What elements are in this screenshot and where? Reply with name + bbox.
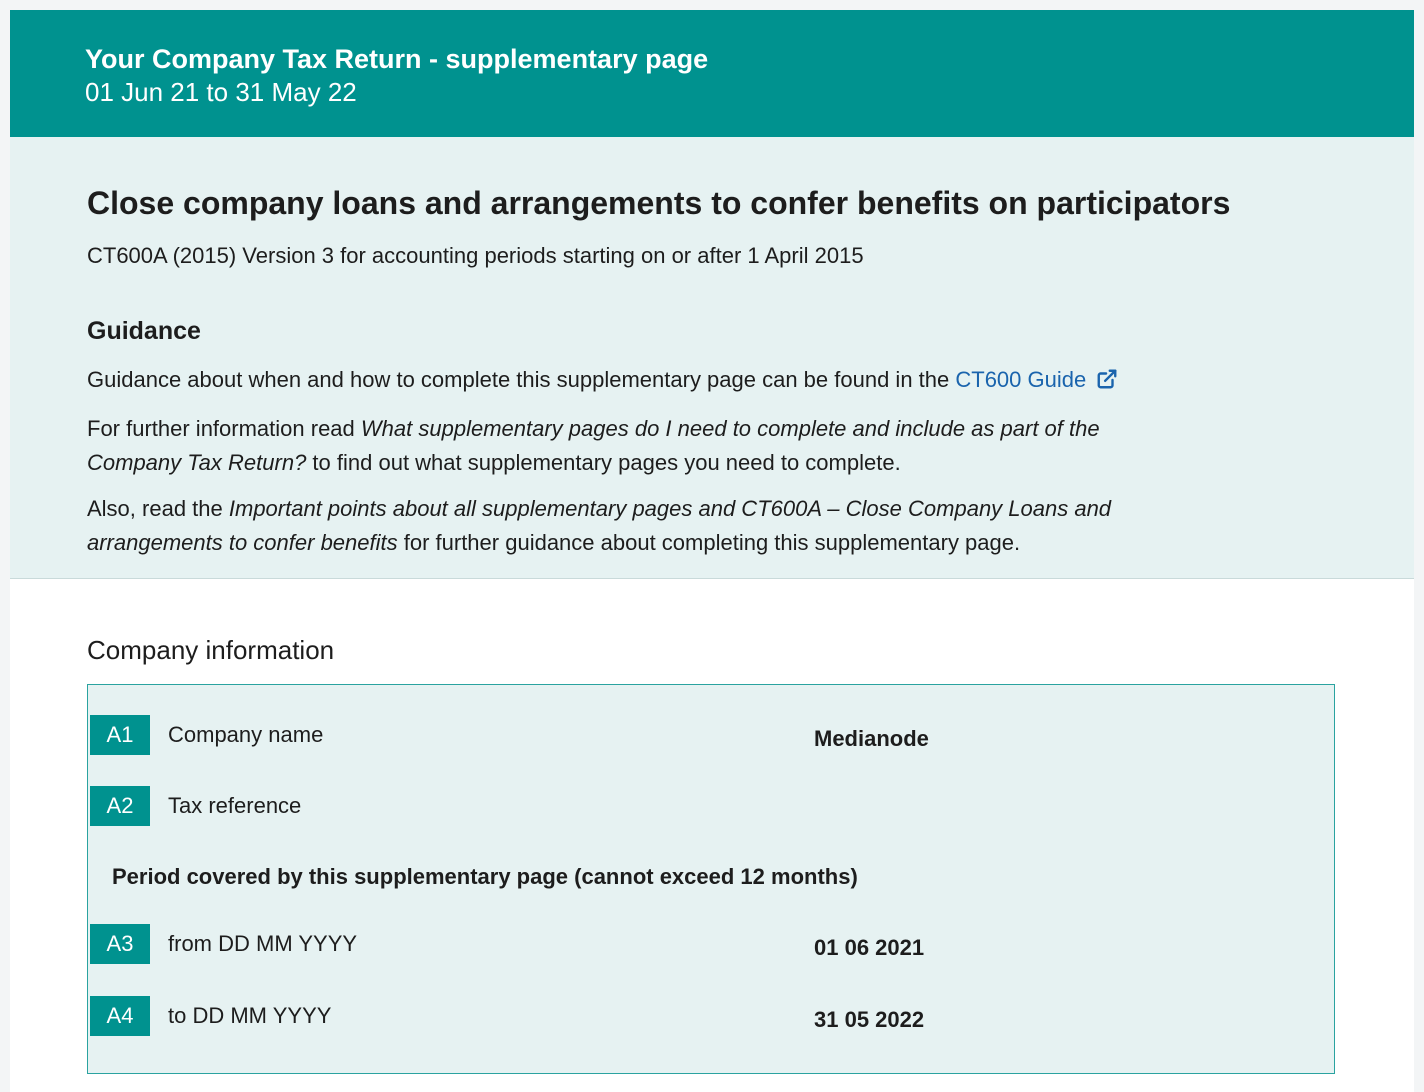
field-label: from DD MM YYYY [168, 931, 358, 956]
guidance-paragraph-1: Guidance about when and how to complete this supplementary page can be found in the CT600 Guide [87, 363, 1197, 400]
field-label: Tax reference [168, 793, 302, 818]
header-period: 01 Jun 21 to 31 May 22 [85, 77, 357, 107]
guidance-heading: Guidance [87, 317, 201, 345]
page-title: Close company loans and arrangements to confer benefits on participators [87, 185, 1231, 221]
row-a2 [88, 786, 1334, 826]
period-to-value: 31 05 2022 [814, 1007, 925, 1032]
box-code: A1 [90, 715, 150, 755]
page [10, 10, 1414, 1092]
period-from-value: 01 06 2021 [814, 935, 925, 960]
period-heading: Period covered by this supplementary page (cannot exceed 12 months) [112, 864, 858, 889]
company-information-panel [87, 684, 1335, 1074]
box-code: A3 [90, 924, 150, 964]
row-a1 [88, 715, 1334, 755]
company-information-label: Company information [87, 635, 335, 665]
box-code: A2 [90, 786, 150, 826]
company-name-value: Medianode [814, 726, 929, 751]
row-a3 [88, 924, 1334, 964]
page-header [10, 10, 1414, 137]
row-a4 [88, 996, 1334, 1036]
guidance-paragraph-3: Also, read the Important points about all supplementary pages and CT600A – Close Company Loans and arrangements to confer benefits for further guidance about completing this supplementary page. [87, 496, 1112, 555]
intro-section [10, 137, 1414, 579]
box-code: A4 [90, 996, 150, 1036]
guidance-paragraph-2: For further information read What supplementary pages do I need to complete and include as part of the Company Tax Return? to find out what supplementary pages you need to complete. [87, 416, 1100, 475]
field-label: Company name [168, 722, 324, 747]
external-link-icon [1096, 366, 1118, 400]
form-version: CT600A (2015) Version 3 for accounting periods starting on or after 1 April 2015 [87, 243, 864, 268]
header-title: Your Company Tax Return - supplementary page [85, 44, 709, 74]
ct600-guide-link[interactable]: CT600 Guide [955, 367, 1118, 392]
field-label: to DD MM YYYY [168, 1003, 332, 1028]
